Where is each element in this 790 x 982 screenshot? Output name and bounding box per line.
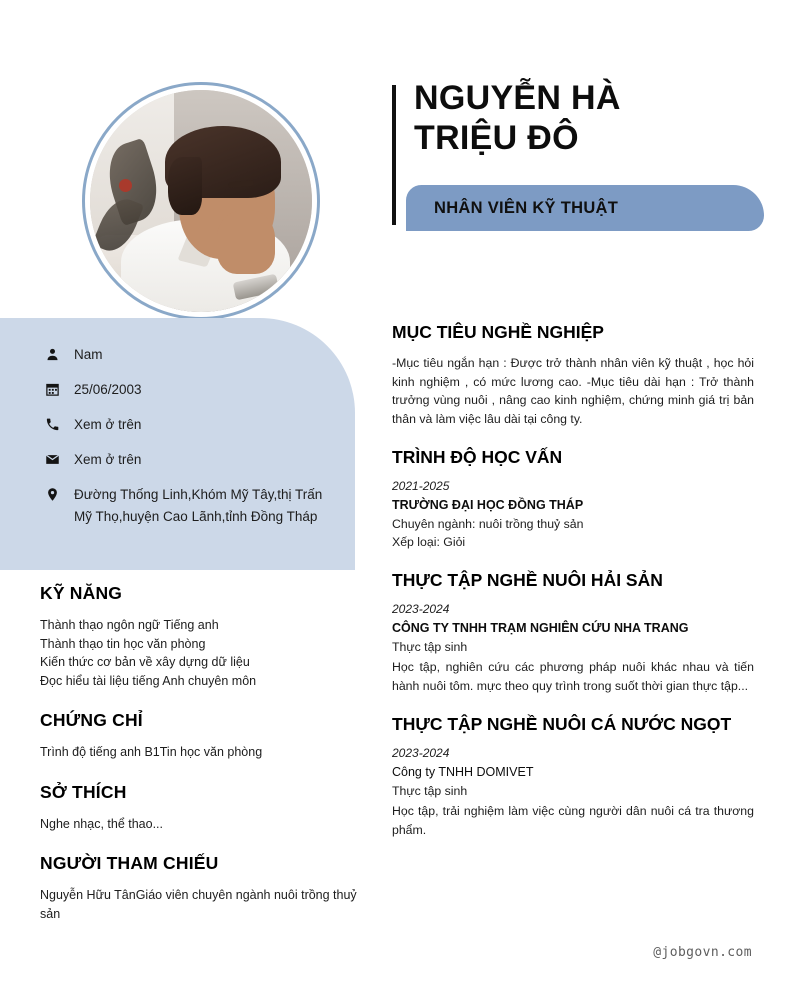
internship-two-year: 2023-2024 [392, 746, 450, 760]
photo-hair-side [168, 157, 202, 215]
page-title [414, 78, 754, 158]
reference-line: Nguyễn Hữu TânGiáo viên chuyên ngành nuôi trồng thuỷ sản [40, 888, 357, 921]
contact-item-address [44, 484, 334, 528]
internship-one-role: Thực tập sinh [392, 640, 468, 654]
calendar-icon [44, 379, 61, 397]
hobbies-section [40, 782, 360, 834]
photo-berry [119, 179, 132, 192]
objective-body: -Mục tiêu ngắn hạn : Được trở thành nhân viên kỹ thuật , học hỏi kinh nghiệm , có mức lương cao. -Mục tiêu dài hạn : Trở thành trưởng vùng nuôi , nâng cao kinh nghiệm, chứng minh giá trị bản thân và làm việc lâu dài tại công ty. [392, 356, 754, 426]
contact-item-birthdate [44, 379, 334, 401]
skills-section [40, 583, 360, 690]
site-watermark: @jobgovn.com [653, 945, 752, 960]
certificates-heading: CHỨNG CHỈ [40, 710, 143, 730]
name-line-2: TRIỆU ĐÔ [414, 119, 579, 157]
skills-line: Kiến thức cơ bản về xây dựng dữ liệu [40, 655, 250, 669]
avatar [82, 82, 320, 320]
internship-two-heading: THỰC TẬP NGHỀ NUÔI CÁ NƯỚC NGỌT [392, 714, 732, 734]
internship-one-section [392, 570, 754, 695]
certificates-section [40, 710, 360, 762]
reference-heading: NGƯỜI THAM CHIẾU [40, 853, 219, 873]
reference-section [40, 853, 360, 923]
contact-item-phone [44, 414, 334, 436]
skills-line: Thành thạo ngôn ngữ Tiếng anh [40, 618, 219, 632]
education-heading: TRÌNH ĐỘ HỌC VẤN [392, 447, 563, 467]
phone-icon [44, 414, 61, 432]
education-section [392, 447, 754, 551]
hobbies-heading: SỞ THÍCH [40, 781, 127, 802]
internship-two-section [392, 714, 754, 839]
education-school: TRƯỜNG ĐẠI HỌC ĐỒNG THÁP [392, 498, 584, 512]
contact-item-email [44, 449, 334, 471]
job-title-label: NHÂN VIÊN KỸ THUẬT [434, 198, 619, 217]
education-grade: Xếp loại: Giỏi [392, 535, 466, 549]
objective-section [392, 322, 754, 428]
right-column [392, 0, 790, 982]
certificates-line: Trình độ tiếng anh B1Tin học văn phòng [40, 745, 263, 759]
skills-line: Thành thạo tin học văn phòng [40, 636, 206, 651]
left-sections [40, 583, 360, 923]
internship-one-year: 2023-2024 [392, 602, 450, 616]
right-sections [392, 322, 754, 858]
contact-value-phone: Xem ở trên [74, 417, 142, 432]
portrait-photo [90, 90, 312, 312]
contact-value-birthdate: 25/06/2003 [74, 382, 142, 397]
internship-one-company: CÔNG TY TNHH TRẠM NGHIÊN CỨU NHA TRANG [392, 621, 689, 635]
internship-two-company: Công ty TNHH DOMIVET [392, 765, 534, 779]
contact-value-email: Xem ở trên [74, 452, 142, 467]
hobbies-line: Nghe nhạc, thể thao... [40, 816, 164, 831]
internship-two-description: Học tập, trải nghiệm làm việc cùng người dân nuôi cá tra thương phẩm. [392, 804, 754, 837]
person-icon [44, 344, 61, 362]
contact-item-gender [44, 344, 334, 366]
contact-list [44, 344, 334, 541]
name-line-1: NGUYỄN HÀ [414, 79, 621, 117]
education-year: 2021-2025 [392, 479, 450, 493]
contact-value-gender: Nam [74, 347, 103, 362]
skills-heading: KỸ NĂNG [40, 583, 123, 603]
contact-value-address: Đường Thống Linh,Khóm Mỹ Tây,thị Trấn Mỹ Thọ,huyện Cao Lãnh,tỉnh Đồng Tháp [74, 487, 323, 524]
name-accent-bar [392, 85, 396, 225]
objective-heading: MỤC TIÊU NGHỀ NGHIỆP [392, 322, 604, 342]
left-column [0, 0, 370, 982]
envelope-icon [44, 449, 61, 467]
internship-two-role: Thực tập sinh [392, 784, 468, 798]
education-major: Chuyên ngành: nuôi trồng thuỷ sản [392, 517, 584, 531]
photo-hand [217, 210, 275, 274]
location-pin-icon [44, 484, 61, 502]
internship-one-description: Học tập, nghiên cứu các phương pháp nuôi khác nhau và tiến hành nuôi tôm. mực theo quy trình trong suốt thời gian thực tập... [392, 660, 754, 693]
internship-one-heading: THỰC TẬP NGHỀ NUÔI HẢI SẢN [392, 570, 663, 590]
skills-line: Đọc hiểu tài liệu tiếng Anh chuyên môn [40, 673, 257, 688]
job-title-badge [406, 185, 764, 231]
